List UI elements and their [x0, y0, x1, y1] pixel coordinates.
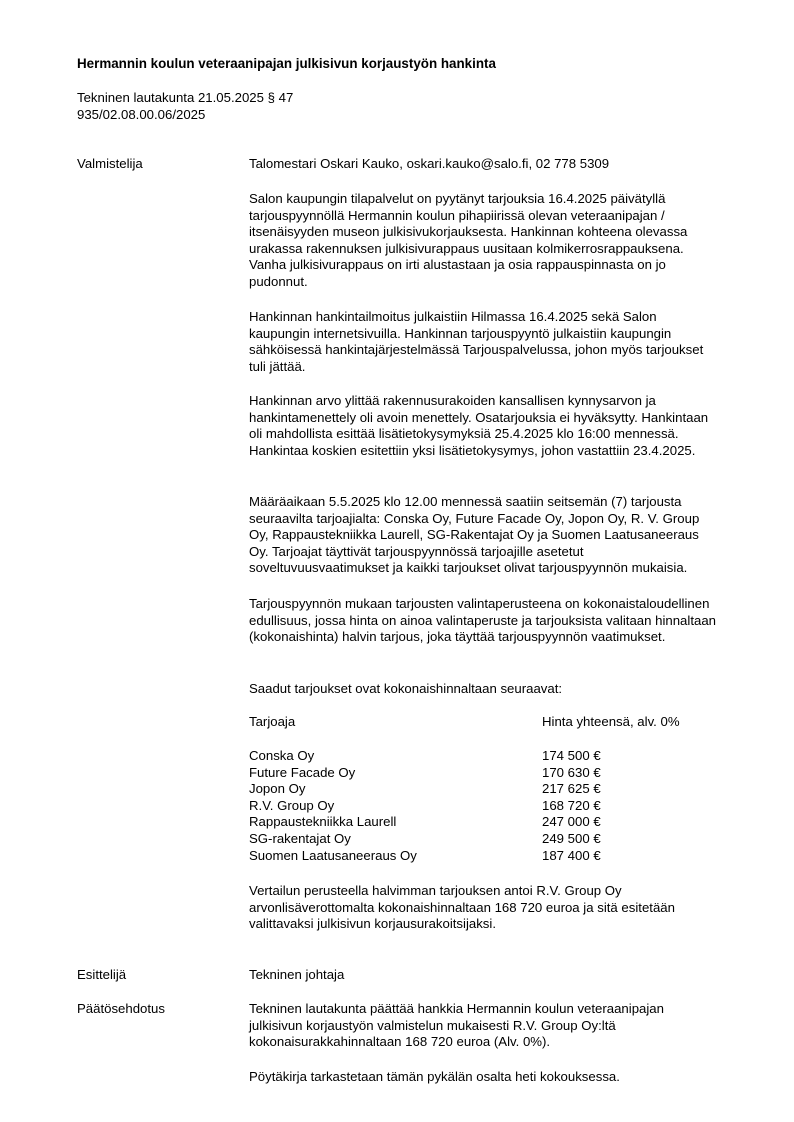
bid-price: 247 000 € [542, 814, 601, 830]
reference-number: 935/02.08.00.06/2025 [77, 106, 206, 122]
valmistelija-name: Talomestari Oskari Kauko, oskari.kauko@salo.fi, 02 778 5309 [249, 156, 610, 171]
paragraph-offers-received: Määräaikaan 5.5.2025 klo 12.00 mennessä saatiin seitsemän (7) tarjousta seuraavilta tarjoajialta: Conska Oy, Future Facade Oy, Jopon Oy, R. V. Group Oy, Rappaustekniikka Laurell, SG-Rakentajat Oy ja Suomen Laatusaneeraus Oy. Tarjoajat täyttivät tarjouspyynnössä tarjoajille asetetut soveltuvuusvaatimukset ja kaikki tarjoukset olivat tarjouspyynnön mukaisia. [249, 494, 700, 576]
bidder-name: SG-rakentajat Oy [249, 830, 351, 846]
bid-price: 170 630 € [542, 764, 601, 780]
bidder-name: R.V. Group Oy [249, 797, 335, 813]
bids-table [249, 748, 719, 864]
esittelija-value: Tekninen johtaja [249, 967, 345, 982]
paragraph-minutes: Pöytäkirja tarkastetaan tämän pykälän osalta heti kokouksessa. [249, 1069, 620, 1084]
table-row [249, 831, 719, 848]
bidder-name: Future Facade Oy [249, 764, 356, 780]
bid-price: 168 720 € [542, 797, 601, 813]
header-bidder: Tarjoaja [249, 714, 296, 729]
table-row [249, 765, 719, 782]
paragraph-announcement: Hankinnan hankintailmoitus julkaistiin Hilmassa 16.4.2025 sekä Salon kaupungin internetsivuilla. Hankinnan tarjouspyyntö julkaistiin kaupungin sähköisessä hankintajärjestelmässä Tarjouspalvelussa, johon myös tarjoukset tuli jättää. [249, 309, 704, 374]
paragraph-procedure: Hankinnan arvo ylittää rakennusurakoiden kansallisen kynnysarvon ja hankintamenettely oli avoin menettely. Osatarjouksia ei hyväksytty. Hankintaan oli mahdollista esittää lisätietokysymyksiä 25.4.2025 klo 16:00 mennessä. Hankintaa koskien esitettiin yksi lisätietokysymys, johon vastattiin 23.4.2025. [249, 393, 709, 458]
table-row [249, 781, 719, 798]
bid-price: 174 500 € [542, 748, 601, 763]
valmistelija-label: Valmistelija [77, 156, 143, 171]
bidder-name: Conska Oy [249, 748, 315, 763]
bidder-name: Suomen Laatusaneeraus Oy [249, 847, 417, 863]
meeting-line: Tekninen lautakunta 21.05.2025 § 47 [77, 90, 294, 105]
table-row [249, 748, 719, 765]
paragraph-decision: Tekninen lautakunta päättää hankkia Hermannin koulun veteraanipajan julkisivun korjaustyön valmistelun mukaisesti R.V. Group Oy:ltä kokonaisurakkahinnaltaan 168 720 euroa (Alv. 0%). [249, 1001, 664, 1050]
bid-price: 187 400 € [542, 847, 601, 863]
table-row [249, 814, 719, 831]
bid-price: 217 625 € [542, 781, 601, 797]
document-meta [77, 90, 293, 123]
table-row [249, 848, 719, 865]
paragraph-background: Salon kaupungin tilapalvelut on pyytänyt tarjouksia 16.4.2025 päivätyllä tarjouspyynnöllä Hermannin koulun pihapiirissä olevan veteraanipajan / itsenäisyyden museon julkisivukorjauksesta. Hankinnan kohteena olevassa urakassa rakennuksen julkisivurappaus uusitaan kolmikerrosrappauksena. Vanha julkisivurappaus on irti alustastaan ja osia rappauspinnasta on jo pudonnut. [249, 191, 688, 289]
paragraph-selection-criteria: Tarjouspyynnön mukaan tarjousten valintaperusteena on kokonaistaloudellinen edullisuus, jossa hinta on ainoa valintaperuste ja tarjouksista valitaan hinnaltaan (kokonaishinta) halvin tarjous, joka täyttää tarjouspyynnön vaatimukset. [249, 596, 716, 645]
bid-price: 249 500 € [542, 830, 601, 846]
bidder-name: Rappaustekniikka Laurell [249, 814, 397, 830]
paragraph-offers-intro: Saadut tarjoukset ovat kokonaishinnaltaan seuraavat: [249, 681, 563, 696]
header-price: Hinta yhteensä, alv. 0% [542, 714, 680, 729]
bidder-name: Jopon Oy [249, 781, 306, 797]
table-row [249, 798, 719, 815]
bids-table-header [249, 714, 719, 731]
document-title: Hermannin koulun veteraanipajan julkisivun korjaustyön hankinta [77, 56, 496, 71]
table-header-row [249, 714, 719, 731]
esittelija-label: Esittelijä [77, 967, 127, 982]
paragraph-conclusion: Vertailun perusteella halvimman tarjouksen antoi R.V. Group Oy arvonlisäverottomalta kokonaishinnaltaan 168 720 euroa ja sitä esitetään valittavaksi julkisivun korjausurakoitsijaksi. [249, 883, 675, 932]
paatosehdotus-label: Päätösehdotus [77, 1001, 165, 1016]
